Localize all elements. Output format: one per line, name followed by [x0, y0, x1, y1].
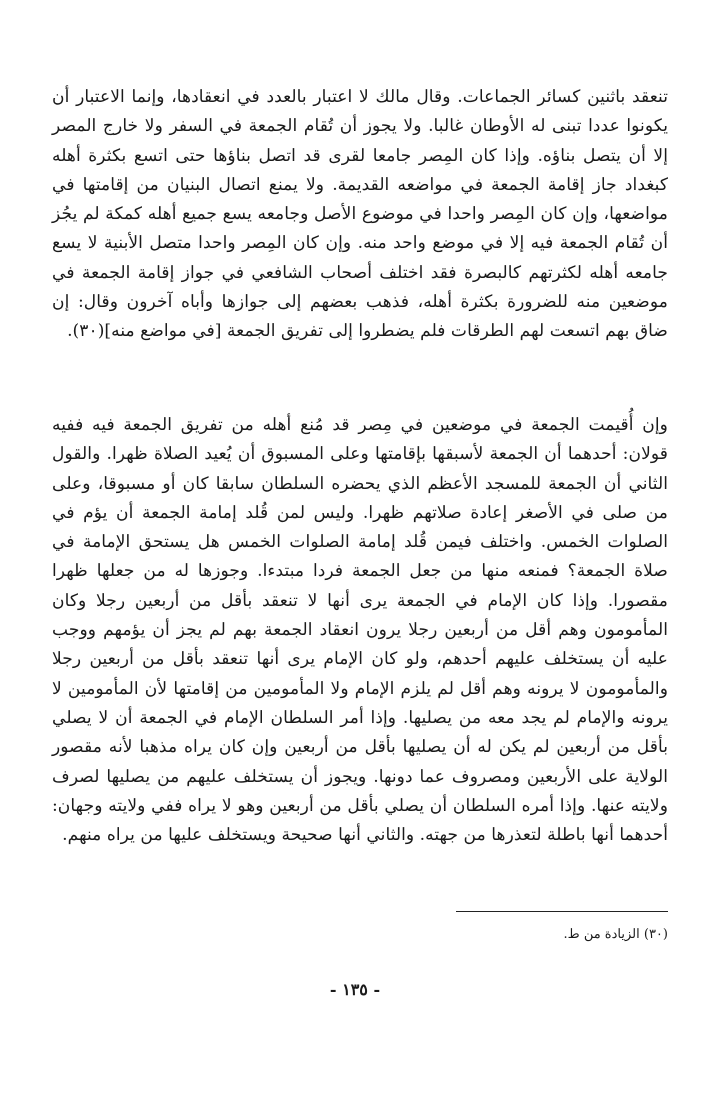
footnote: (٣٠) الزيادة من ط. — [563, 927, 668, 942]
body-paragraph-2: وإن أُقيمت الجمعة في موضعين في مِصر قد مُنع أهله من تفريق الجمعة فيه ففيه قولان: أحدهما أن الجمعة لأسبقها بإقامتها وعلى المسبوق أن يُعيد الصلاة ظهرا. والقول الثاني أن الجمعة للمسجد الأعظم الذي يحضره السلطان سابقا كان أو مسبوقا، وعلى من صلى في الأصغر إعادة صلاتهم ظهرا. وليس لمن قُلد إمامة الجمعة أن يؤم في الصلوات الخمس. واختلف فيمن قُلد إمامة الصلوات الخمس هل يستحق الإمامة في صلاة الجمعة؟ فمنعه منها من جعل الجمعة فردا مبتدءا. وجوزها له من جعلها ظهرا مقصورا. وإذا كان الإمام في الجمعة يرى أنها لا تنعقد بأقل من أربعين رجلا وكان المأمومون وهم أقل من أربعين رجلا يرون انعقاد الجمعة بهم لم يجز أن يؤمهم ووجب عليه أن يستخلف عليهم أحدهم، ولو كان الإمام يرى أنها تنعقد بأقل من أربعين رجلا والمأمومون لا يرونه وهم أقل لم يلزم الإمام ولا المأمومين من إقامتها لأن المأمومين لا يرونه والإمام لم يجد معه من يصليها. وإذا أمر السلطان الإمام في الجمعة أن لا يصلي بأقل من أربعين لم يكن له أن يصليها بأقل من أربعين وإن كان يراه مذهبا لأنه مقصور الولاية على الأربعين ومصروف عما دونها. ويجوز أن يستخلف عليهم من يصليها لصرف ولايته عنها. وإذا أمره السلطان أن يصلي بأقل من أربعين وهو لا يراه ففي ولايته وجهان: أحدهما أنها باطلة لتعذرها من جهته. والثاني أنها صحيحة ويستخلف عليها من يراه منهم. — [52, 415, 668, 846]
body-paragraph-1: تنعقد باثنين كسائر الجماعات. وقال مالك لا اعتبار بالعدد في انعقادها، وإنما الاعتبار أن يكونوا عددا تبنى له الأوطان غالبا. ولا يجوز أن تُقام الجمعة في السفر ولا خارج المصر إلا أن يتصل بناؤه. وإذا كان المِصر جامعا لقرى قد اتصل بناؤها حتى اتسع بكثرة أهله كبغداد جاز إقامة الجمعة في مواضعه القديمة. ولا يمنع اتصال البنيان من إقامتها في مواضعها، وإن كان المِصر واحدا في موضوع الأصل وجامعه يسع جميع أهله كمكة لم يجُز أن تُقام الجمعة فيه إلا في موضع واحد منه. وإن كان المِصر واحدا متصل الأبنية لا يسع جامعه أهله لكثرتهم كالبصرة فقد اختلف أصحاب الشافعي في جواز إقامة الجمعة في موضعين منه للضرورة بكثرة أهله، فذهب بعضهم إلى جوازها وأباه آخرون وقال: إن ضاق بهم اتسعت لهم الطرقات فلم يضطروا إلى تفريق الجمعة [في مواضع منه](٣٠). — [52, 87, 668, 342]
footnote-divider — [456, 911, 668, 912]
page-number: - ١٣٥ - — [329, 980, 381, 999]
